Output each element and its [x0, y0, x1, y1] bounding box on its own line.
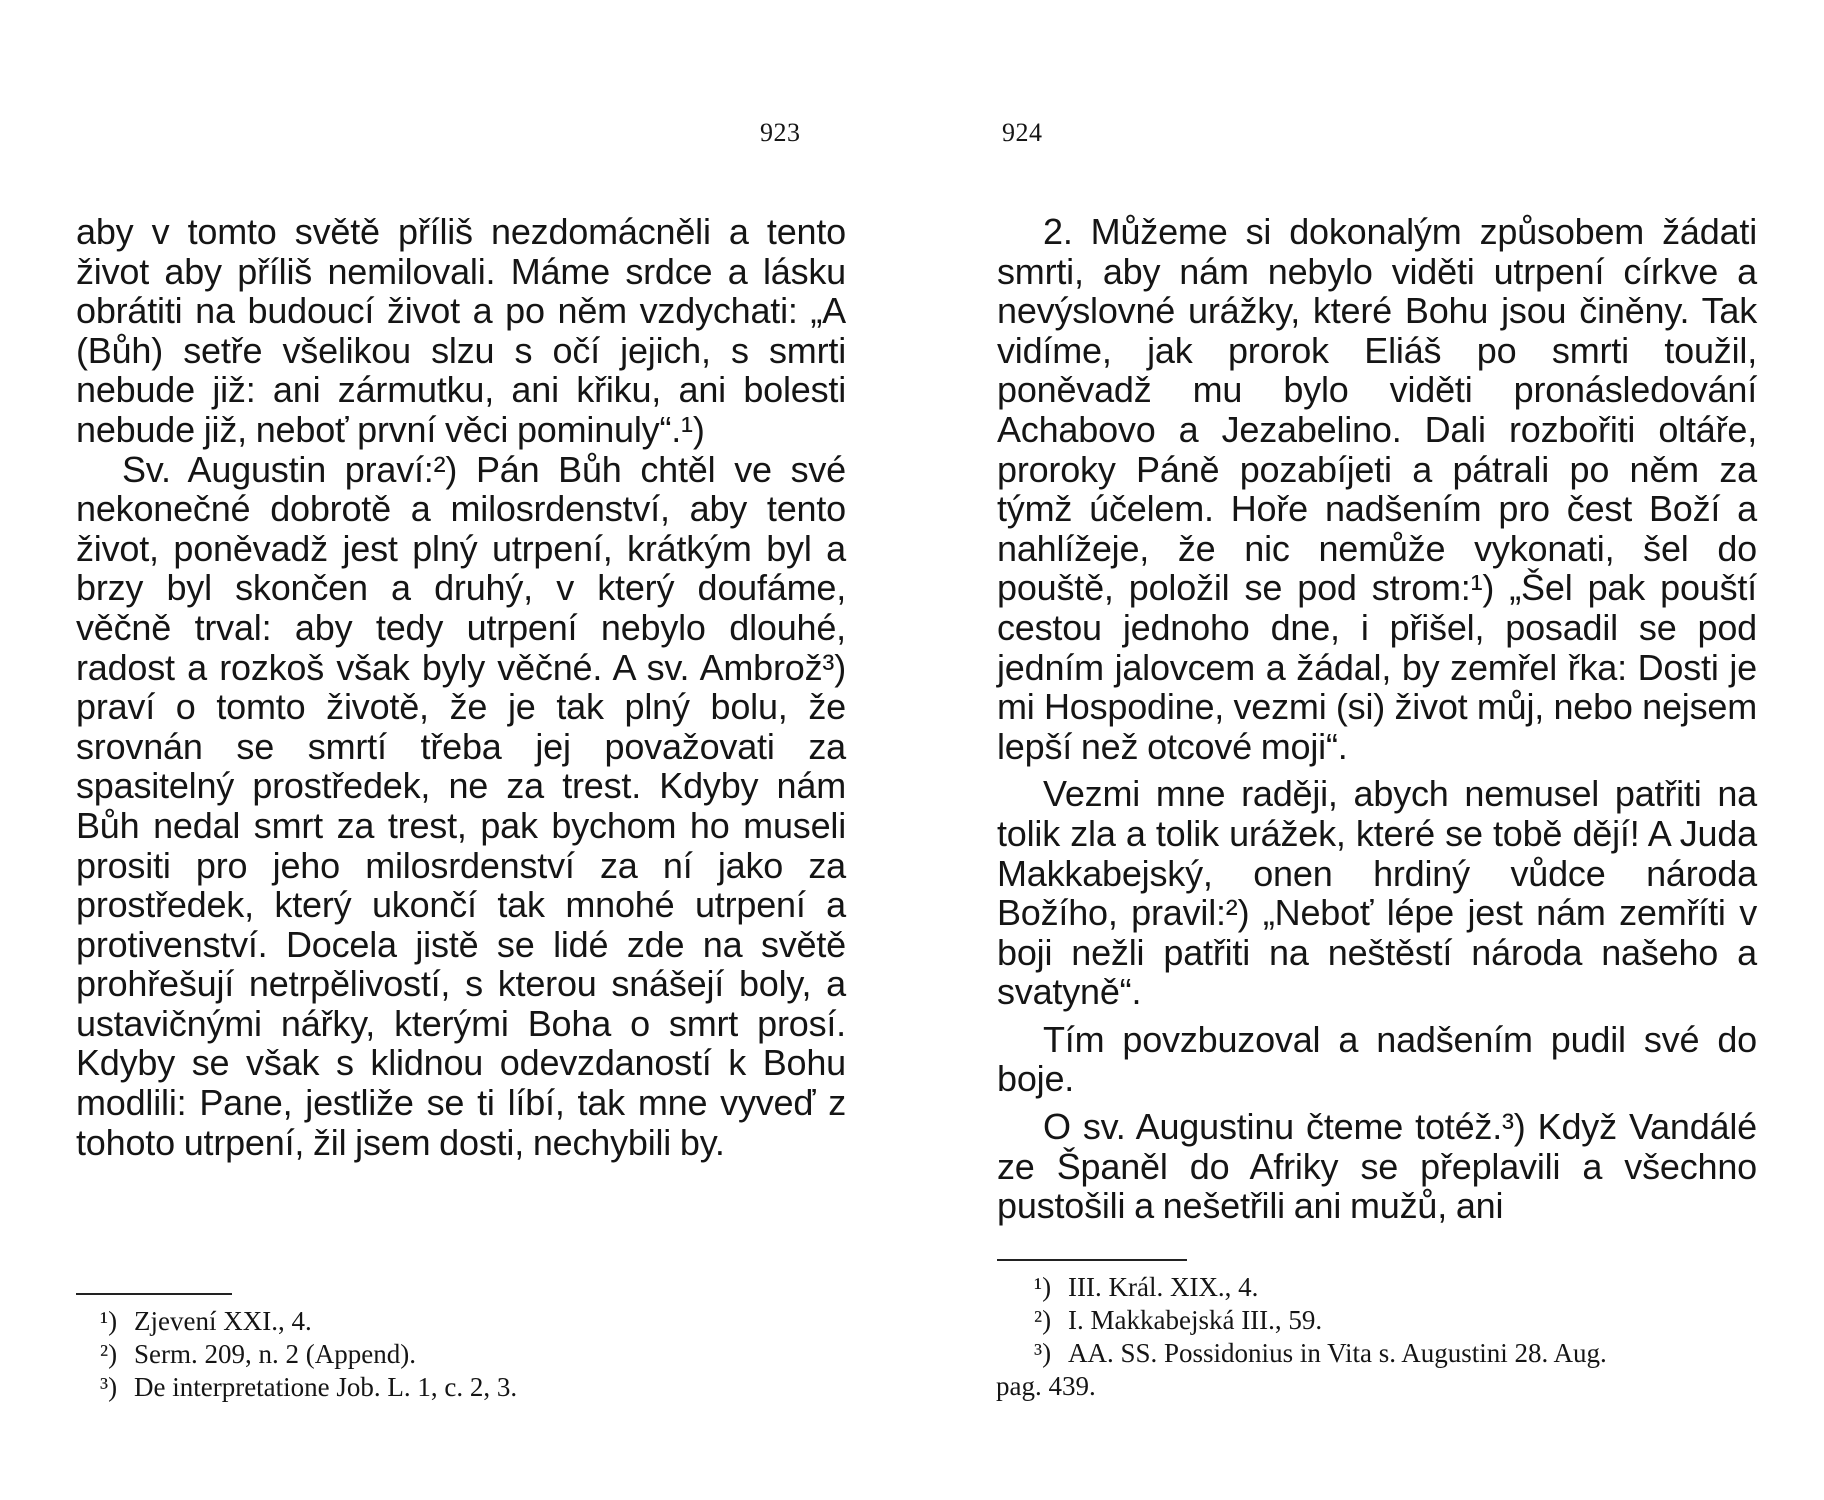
left-footnote-3: [100, 1371, 820, 1404]
left-footnotes: [100, 1305, 820, 1404]
footnote-mark: ²): [1034, 1305, 1052, 1335]
footnote-mark: ³): [100, 1372, 118, 1402]
right-paragraph-3: Tím povzbuzoval a nadšením pudil své do boje.: [997, 1018, 1757, 1100]
left-footnote-rule: [76, 1293, 232, 1295]
footnote-mark: ¹): [1034, 1272, 1052, 1302]
footnote-text: III. Král. XIX., 4.: [1068, 1272, 1259, 1302]
page-number-right: 924: [1002, 118, 1043, 147]
left-footnote-1: [100, 1305, 820, 1338]
right-footnotes: [996, 1271, 1764, 1403]
right-paragraph-1: 2. Můžeme si dokonalým způsobem žádati smrti, aby nám nebylo viděti utrpení církve a nevýslovné urážky, které Bohu jsou činěny. Tak vidíme, jak prorok Eliáš po smrti toužil, poněvadž mu bylo viděti pronásledování Achabovo a Jezabelino. Dali rozbořiti oltáře, proroky Páně pozabíjeti a pátrali po něm za týmž účelem. Hoře nadšením pro čest Boží a nahlížeje, že nic nemůže vykonati, šel do pouště, položil se pod strom:¹) „Šel pak pouští cestou jednoho dne, i přišel, posadil se pod jedním jalovcem a žádal, by zemřel řka: Dosti je mi Hospodine, vezmi (si) život můj, nebo nejsem lepší než otcové moji“.: [997, 211, 1757, 767]
footnote-mark: ³): [1034, 1338, 1052, 1368]
page-number-left: 923: [760, 118, 801, 147]
footnote-text: Zjevení XXI., 4.: [134, 1306, 312, 1336]
right-paragraph-2: Vezmi mne raději, abych nemusel patřiti na tolik zla a tolik urážek, které se tobě dějí! A Juda Makkabejský, onen hrdiný vůdce národa Božího, pravil:²) „Neboť lépe jest nám zemříti v boji nežli patřiti na neštěstí národa našeho a svatyně“.: [997, 773, 1757, 1013]
footnote-text: De interpretatione Job. L. 1, c. 2, 3.: [134, 1372, 518, 1402]
right-paragraph-4: O sv. Augustinu čteme totéž.³) Když Vandálé ze Španěl do Afriky se přeplavili a všechno pustošili a nešetřili ani mužů, ani: [997, 1106, 1757, 1227]
left-page-body: [76, 212, 846, 1162]
left-paragraph-2: Sv. Augustin praví:²) Pán Bůh chtěl ve své nekonečné dobrotě a milosrdenství, aby tento život, poněvadž jest plný utrpení, krátkým byl a brzy byl skončen a druhý, v který doufáme, věčně trval: aby tedy utrpení nebylo dlouhé, radost a rozkoš však byly věčné. A sv. Ambrož³) praví o tomto životě, že je tak plný bolu, že srovnán se smrtí třeba jej považovati za spasitelný prostředek, ne za trest. Kdyby nám Bůh nedal smrt za trest, pak bychom ho museli prositi pro jeho milosrdenství za ní jako za prostředek, který ukončí tak mnohé utrpení a protivenství. Docela jistě se lidé zde na světě prohřešují netrpělivostí, s kterou snášejí boly, a ustavičnými nářky, kterými Boha o smrt prosí. Kdyby se však s klidnou odevzdaností k Bohu modlili: Pane, jestliže se ti líbí, tak mne vyveď z tohoto utrpení, žil jsem dosti, nechybili by.: [76, 448, 846, 1163]
right-page-body: [997, 212, 1757, 1226]
left-footnote-2: [100, 1338, 820, 1371]
right-footnote-2: [1034, 1304, 1764, 1337]
right-footnote-3-continuation: [996, 1370, 1764, 1403]
right-footnote-1: [1034, 1271, 1764, 1304]
footnote-mark: ¹): [100, 1306, 118, 1336]
footnote-text: AA. SS. Possidonius in Vita s. Augustini 28. Aug.: [1068, 1338, 1607, 1368]
footnote-text: pag. 439.: [996, 1371, 1096, 1401]
footnote-text: I. Makkabejská III., 59.: [1068, 1305, 1323, 1335]
footnote-text: Serm. 209, n. 2 (Append).: [134, 1339, 416, 1369]
right-footnote-3: [1034, 1337, 1764, 1370]
left-paragraph-1: aby v tomto světě příliš nezdomácněli a tento život aby příliš nemilovali. Máme srdce a lásku obrátiti na budoucí život a po něm vzdychati: „A (Bůh) setře všelikou slzu s očí jejich, s smrti nebude již: ani zármutku, ani křiku, ani bolesti nebude již, neboť první věci pominuly“.¹): [76, 211, 846, 450]
footnote-mark: ²): [100, 1339, 118, 1369]
right-footnote-rule: [997, 1259, 1187, 1261]
